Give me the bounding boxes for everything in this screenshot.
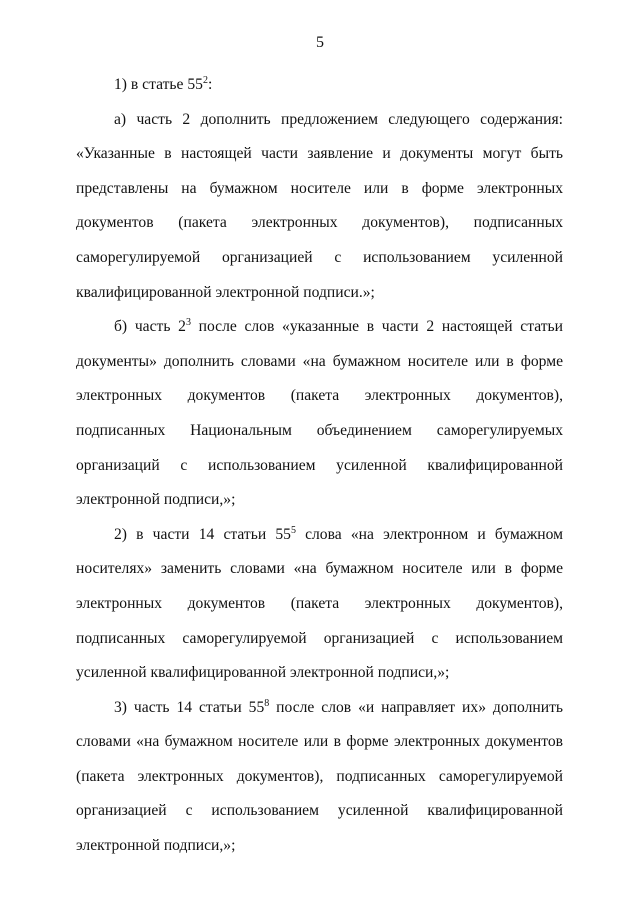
item-3-suffix: после слов «и направляет их» дополнить словами «на бумажном носителе или в форме электронных документов (пакета электронных документов), подписанных саморегулируемой организацией с использованием усиленной квалифицированной электронной подписи,»; [76,698,563,855]
document-body [76,68,563,864]
item-1-paragraph [76,68,563,103]
item-1-superscript: 2 [202,75,208,86]
item-1-suffix: : [207,76,213,93]
item-2-paragraph [76,518,563,691]
item-1b-paragraph [76,310,563,518]
item-2-superscript: 5 [290,524,296,536]
item-1-text: 1) в статье 55 [114,76,203,93]
item-1b-text: б) часть 2 [114,318,186,336]
page-number: 5 [316,34,324,51]
item-3-superscript: 8 [264,697,270,709]
item-2-suffix: слова «на электронном и бумажном носителях» заменить словами «на бумажном носителе или в форме электронных документов (пакета электронных документов), подписанных саморегулируемой организацией с использованием усиленной квалифицированной электронной подписи,»; [76,525,563,682]
item-3-text: 3) часть 14 статьи 55 [114,698,265,716]
item-3-paragraph [76,691,563,864]
item-2-text: 2) в части 14 статьи 55 [114,525,291,543]
item-1b-suffix: после слов «указанные в части 2 настоящей статьи документы» дополнить словами «на бумажном носителе или в форме электронных документов (пакета электронных документов), подписанных Национальным объединением саморегулируемых организаций с использованием усиленной квалифицированной электронной подписи,»; [76,318,563,509]
item-1a-paragraph: а) часть 2 дополнить предложением следующего содержания: «Указанные в настоящей части заявление и документы могут быть представлены на бумажном носителе или в форме электронных документов (пакета электронных документов), подписанных саморегулируемой организацией с использованием усиленной квалифицированной электронной подписи.»; [76,110,563,301]
item-1b-superscript: 3 [185,317,191,329]
